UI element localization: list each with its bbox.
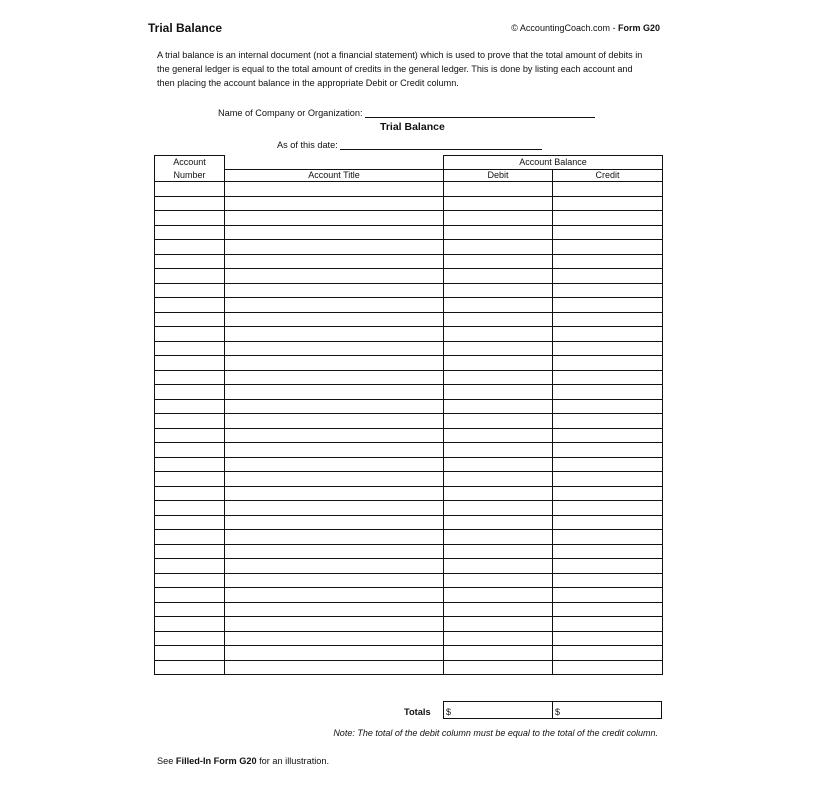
account-number-header-top: Account: [155, 156, 225, 170]
credit-cell[interactable]: [553, 631, 663, 646]
credit-cell[interactable]: [553, 283, 663, 298]
header-spacer: [225, 156, 444, 170]
account-number-cell[interactable]: [155, 646, 225, 661]
debit-cell[interactable]: [444, 196, 553, 211]
debit-cell[interactable]: [444, 225, 553, 240]
account-title-cell[interactable]: [225, 588, 444, 603]
account-title-cell[interactable]: [225, 501, 444, 516]
credit-cell[interactable]: [553, 196, 663, 211]
account-title-cell[interactable]: [225, 399, 444, 414]
debit-cell[interactable]: [444, 298, 553, 313]
account-title-cell[interactable]: [225, 602, 444, 617]
account-number-cell[interactable]: [155, 254, 225, 269]
account-title-cell[interactable]: [225, 660, 444, 675]
account-number-cell[interactable]: [155, 515, 225, 530]
account-number-cell[interactable]: [155, 385, 225, 400]
table-row: [155, 631, 663, 646]
account-number-cell[interactable]: [155, 486, 225, 501]
account-number-cell[interactable]: [155, 283, 225, 298]
credit-cell[interactable]: [553, 530, 663, 545]
account-title-cell[interactable]: [225, 428, 444, 443]
debit-cell[interactable]: [444, 530, 553, 545]
credit-cell[interactable]: [553, 501, 663, 516]
debit-cell[interactable]: [444, 356, 553, 371]
credit-cell[interactable]: [553, 573, 663, 588]
table-row: [155, 428, 663, 443]
debit-cell[interactable]: [444, 312, 553, 327]
as-of-date-line: [277, 139, 542, 150]
debit-cell[interactable]: [444, 515, 553, 530]
table-row: [155, 515, 663, 530]
credit-cell[interactable]: [553, 356, 663, 371]
credit-header: Credit: [553, 170, 663, 182]
debit-cell[interactable]: [444, 370, 553, 385]
table-row: [155, 646, 663, 661]
debit-cell[interactable]: [444, 588, 553, 603]
credit-cell[interactable]: [553, 472, 663, 487]
debit-cell[interactable]: [444, 385, 553, 400]
credit-cell[interactable]: [553, 428, 663, 443]
credit-cell[interactable]: [553, 602, 663, 617]
credit-cell[interactable]: [553, 559, 663, 574]
account-title-cell[interactable]: [225, 211, 444, 226]
table-row: [155, 182, 663, 197]
table-row: [155, 414, 663, 429]
account-number-cell[interactable]: [155, 196, 225, 211]
account-number-cell[interactable]: [155, 631, 225, 646]
debit-cell[interactable]: [444, 428, 553, 443]
debit-cell[interactable]: [444, 501, 553, 516]
account-title-cell[interactable]: [225, 298, 444, 313]
debit-cell[interactable]: [444, 327, 553, 342]
table-row: [155, 573, 663, 588]
form-id: Form G20: [617, 23, 660, 33]
account-number-cell[interactable]: [155, 443, 225, 458]
account-title-cell[interactable]: [225, 283, 444, 298]
debit-cell[interactable]: [444, 486, 553, 501]
table-row: [155, 660, 663, 675]
credit-cell[interactable]: [553, 399, 663, 414]
account-title-cell[interactable]: [225, 617, 444, 632]
table-row: [155, 196, 663, 211]
account-number-cell[interactable]: [155, 182, 225, 197]
debit-cell[interactable]: [444, 443, 553, 458]
filled-in-form-link[interactable]: Filled-In Form G20: [175, 756, 257, 766]
debit-cell[interactable]: [444, 341, 553, 356]
account-number-cell[interactable]: [155, 269, 225, 284]
totals-note: Note: The total of the debit column must be equal to the total of the credit column.: [333, 728, 658, 738]
credit-cell[interactable]: [553, 211, 663, 226]
table-row: [155, 486, 663, 501]
table-row: [155, 617, 663, 632]
account-title-cell[interactable]: [225, 486, 444, 501]
account-number-cell[interactable]: [155, 573, 225, 588]
table-row: [155, 370, 663, 385]
account-title-cell[interactable]: [225, 225, 444, 240]
company-label: Name of Company or Organization:: [218, 108, 363, 118]
table-row: [155, 269, 663, 284]
credit-cell[interactable]: [553, 486, 663, 501]
credit-cell[interactable]: [553, 341, 663, 356]
account-number-cell[interactable]: [155, 225, 225, 240]
account-number-cell[interactable]: [155, 588, 225, 603]
debit-total-cell[interactable]: [443, 701, 553, 719]
debit-cell[interactable]: [444, 414, 553, 429]
account-title-header: Account Title: [225, 170, 444, 182]
date-blank[interactable]: [340, 139, 542, 150]
table-row: [155, 559, 663, 574]
account-title-cell[interactable]: [225, 196, 444, 211]
account-number-cell[interactable]: [155, 544, 225, 559]
credit-cell[interactable]: [553, 646, 663, 661]
account-number-cell[interactable]: [155, 457, 225, 472]
document-title: Trial Balance: [380, 121, 445, 133]
debit-cell[interactable]: [444, 472, 553, 487]
credit-cell[interactable]: [553, 298, 663, 313]
debit-cell[interactable]: [444, 399, 553, 414]
debit-cell[interactable]: [444, 269, 553, 284]
credit-cell[interactable]: [553, 457, 663, 472]
account-title-cell[interactable]: [225, 515, 444, 530]
credit-cell[interactable]: [553, 414, 663, 429]
account-number-cell[interactable]: [155, 370, 225, 385]
date-label: As of this date:: [277, 140, 338, 150]
account-number-cell[interactable]: [155, 602, 225, 617]
credit-cell[interactable]: [553, 544, 663, 559]
credit-cell[interactable]: [553, 182, 663, 197]
table-row: [155, 472, 663, 487]
debit-cell[interactable]: [444, 573, 553, 588]
table-row: [155, 312, 663, 327]
account-number-cell[interactable]: [155, 356, 225, 371]
credit-total-cell[interactable]: [552, 701, 662, 719]
account-title-cell[interactable]: [225, 530, 444, 545]
table-row: [155, 240, 663, 255]
debit-cell[interactable]: [444, 544, 553, 559]
debit-dollar-sign: $: [446, 707, 452, 717]
credit-dollar-sign: $: [555, 707, 561, 717]
table-row: [155, 341, 663, 356]
debit-cell[interactable]: [444, 211, 553, 226]
footer-suffix: for an illustration.: [256, 756, 330, 766]
account-title-cell[interactable]: [225, 457, 444, 472]
account-title-cell[interactable]: [225, 559, 444, 574]
table-row: [155, 588, 663, 603]
table-row: [155, 544, 663, 559]
page-title: Trial Balance: [148, 21, 223, 35]
debit-cell[interactable]: [444, 631, 553, 646]
company-name-blank[interactable]: [365, 107, 595, 118]
credit-cell[interactable]: [553, 254, 663, 269]
account-title-cell[interactable]: [225, 341, 444, 356]
account-title-cell[interactable]: [225, 254, 444, 269]
table-row: [155, 225, 663, 240]
account-number-cell[interactable]: [155, 472, 225, 487]
debit-cell[interactable]: [444, 617, 553, 632]
debit-cell[interactable]: [444, 240, 553, 255]
table-row: [155, 327, 663, 342]
account-title-cell[interactable]: [225, 370, 444, 385]
account-number-cell[interactable]: [155, 399, 225, 414]
table-row: [155, 530, 663, 545]
account-number-header-bottom: Number: [155, 170, 225, 182]
credit-cell[interactable]: [553, 327, 663, 342]
credit-cell[interactable]: [553, 240, 663, 255]
footer-reference: [157, 756, 329, 766]
account-number-cell[interactable]: [155, 428, 225, 443]
debit-header: Debit: [444, 170, 553, 182]
copyright-text: © AccountingCoach.com -: [511, 23, 618, 33]
debit-cell[interactable]: [444, 660, 553, 675]
trial-balance-table: [154, 155, 663, 675]
account-title-cell[interactable]: [225, 573, 444, 588]
credit-cell[interactable]: [553, 269, 663, 284]
table-row: [155, 602, 663, 617]
account-number-cell[interactable]: [155, 298, 225, 313]
debit-cell[interactable]: [444, 254, 553, 269]
debit-cell[interactable]: [444, 602, 553, 617]
company-name-line: [218, 107, 595, 118]
account-number-cell[interactable]: [155, 559, 225, 574]
debit-cell[interactable]: [444, 457, 553, 472]
credit-cell[interactable]: [553, 588, 663, 603]
credit-cell[interactable]: [553, 515, 663, 530]
footer-prefix: See: [157, 756, 176, 766]
credit-cell[interactable]: [553, 385, 663, 400]
account-title-cell[interactable]: [225, 312, 444, 327]
account-title-cell[interactable]: [225, 443, 444, 458]
account-title-cell[interactable]: [225, 544, 444, 559]
debit-cell[interactable]: [444, 646, 553, 661]
table-row: [155, 356, 663, 371]
table-row: [155, 298, 663, 313]
debit-cell[interactable]: [444, 283, 553, 298]
debit-cell[interactable]: [444, 559, 553, 574]
credit-cell[interactable]: [553, 443, 663, 458]
credit-cell[interactable]: [553, 370, 663, 385]
account-title-cell[interactable]: [225, 385, 444, 400]
account-number-cell[interactable]: [155, 501, 225, 516]
account-title-cell[interactable]: [225, 182, 444, 197]
account-balance-header: Account Balance: [444, 156, 663, 170]
account-number-cell[interactable]: [155, 312, 225, 327]
table-row: [155, 283, 663, 298]
account-number-cell[interactable]: [155, 530, 225, 545]
account-title-cell[interactable]: [225, 631, 444, 646]
account-title-cell[interactable]: [225, 269, 444, 284]
account-title-cell[interactable]: [225, 327, 444, 342]
credit-cell[interactable]: [553, 312, 663, 327]
account-number-cell[interactable]: [155, 240, 225, 255]
table-row: [155, 501, 663, 516]
account-number-cell[interactable]: [155, 211, 225, 226]
account-number-cell[interactable]: [155, 327, 225, 342]
table-row: [155, 399, 663, 414]
account-number-cell[interactable]: [155, 341, 225, 356]
table-row: [155, 443, 663, 458]
account-title-cell[interactable]: [225, 414, 444, 429]
account-title-cell[interactable]: [225, 240, 444, 255]
account-number-cell[interactable]: [155, 414, 225, 429]
totals-label: Totals: [404, 707, 431, 717]
table-row: [155, 457, 663, 472]
account-title-cell[interactable]: [225, 646, 444, 661]
account-title-cell[interactable]: [225, 472, 444, 487]
account-title-cell[interactable]: [225, 356, 444, 371]
credit-cell[interactable]: [553, 617, 663, 632]
credit-cell[interactable]: [553, 660, 663, 675]
copyright-notice: [511, 23, 660, 33]
account-number-cell[interactable]: [155, 660, 225, 675]
account-number-cell[interactable]: [155, 617, 225, 632]
table-row: [155, 385, 663, 400]
debit-cell[interactable]: [444, 182, 553, 197]
intro-paragraph: A trial balance is an internal document (not a financial statement) which is used to prove that the total amount of debits in the general ledger is equal to the total amount of credits in the general ledger. This is done by listing each account and then placing the account balance in the appropriate Debit or Credit column.: [157, 50, 643, 88]
credit-cell[interactable]: [553, 225, 663, 240]
table-row: [155, 211, 663, 226]
table-row: [155, 254, 663, 269]
